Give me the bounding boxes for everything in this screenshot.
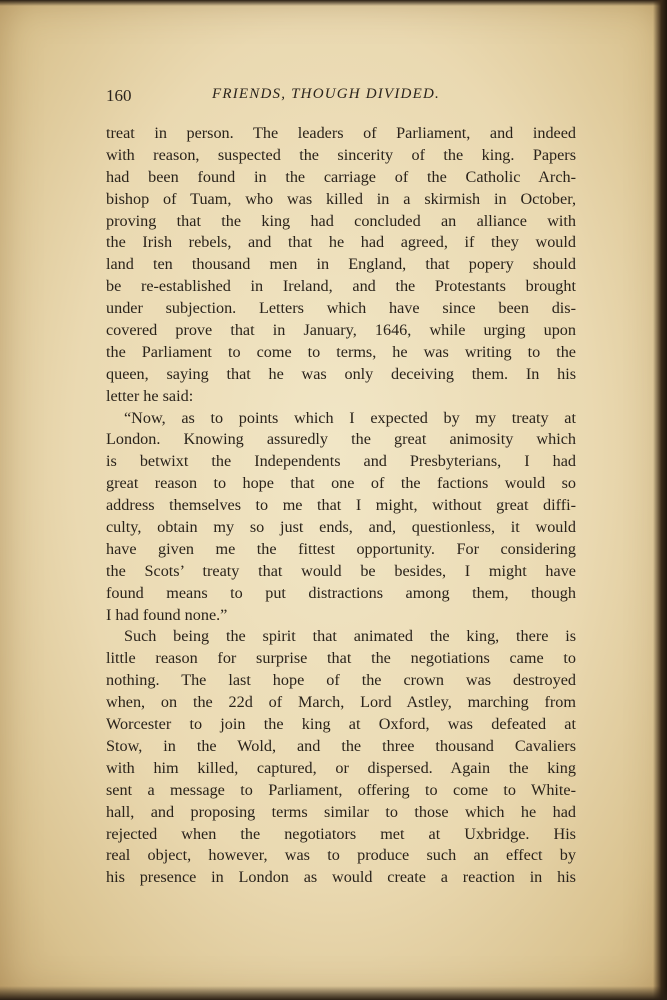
text-line: Worcester to join the king at Oxford, was defeated at xyxy=(106,715,576,734)
text-line: be re-established in Ireland, and the Protestants brought xyxy=(106,277,576,296)
quote-line: have given me the fittest opportunity. For considering xyxy=(106,539,576,558)
text-line: rejected when the negotiators met at Uxbridge. His xyxy=(106,824,576,843)
text-line: real object, however, was to produce such an effect by xyxy=(106,846,576,865)
page-number: 160 xyxy=(106,86,132,105)
text-line: Such being the spirit that animated the king, there is xyxy=(124,627,576,646)
quote-line: culty, obtain my so just ends, and, questionless, it would xyxy=(106,518,576,537)
text-line: covered prove that in January, 1646, while urging upon xyxy=(106,321,576,340)
text-line: nothing. The last hope of the crown was destroyed xyxy=(106,671,576,690)
body-text xyxy=(106,123,576,889)
text-line: the Parliament to come to terms, he was writing to the xyxy=(106,342,576,361)
quote-line: great reason to hope that one of the factions would so xyxy=(106,474,576,493)
text-line: queen, saying that he was only deceiving them. In his xyxy=(106,364,576,383)
page-bottom-shadow xyxy=(0,986,667,1000)
page-top-shadow xyxy=(0,0,667,6)
text-line: Stow, in the Wold, and the three thousand Cavaliers xyxy=(106,736,576,755)
text-line: hall, and proposing terms similar to those which he had xyxy=(106,802,576,821)
quote-line: found means to put distractions among them, though xyxy=(106,583,576,602)
text-line: proving that the king had concluded an alliance with xyxy=(106,211,576,230)
quote-line: is betwixt the Independents and Presbyterians, I had xyxy=(106,452,576,471)
text-line: under subjection. Letters which have since been dis- xyxy=(106,299,576,318)
text-line: had been found in the carriage of the Catholic Arch- xyxy=(106,167,576,186)
text-line: bishop of Tuam, who was killed in a skirmish in October, xyxy=(106,189,576,208)
text-line: the Irish rebels, and that he had agreed, if they would xyxy=(106,233,576,252)
text-line: treat in person. The leaders of Parliament, and indeed xyxy=(106,124,576,142)
quote-line: address themselves to me that I might, without great diffi- xyxy=(106,496,576,515)
text-line: when, on the 22d of March, Lord Astley, marching from xyxy=(106,693,576,712)
text-line: with him killed, captured, or dispersed. Again the king xyxy=(106,758,576,777)
page-binding-edge xyxy=(653,0,667,1000)
quote-line: London. Knowing assuredly the great animosity which xyxy=(106,430,576,449)
text-line: with reason, suspected the sincerity of the king. Papers xyxy=(106,145,576,164)
quote-line: “Now, as to points which I expected by my treaty at xyxy=(124,408,576,427)
quote-line: the Scots’ treaty that would be besides, I might have xyxy=(106,561,576,580)
page-header xyxy=(106,86,578,108)
quote-line: I had found none.” xyxy=(106,605,228,624)
text-line: his presence in London as would create a reaction in his xyxy=(106,868,576,887)
text-line: letter he said: xyxy=(106,386,194,405)
text-line: little reason for surprise that the negotiations came to xyxy=(106,649,576,668)
text-line: sent a message to Parliament, offering to come to White- xyxy=(106,780,576,799)
text-line: land ten thousand men in England, that popery should xyxy=(106,255,576,274)
running-title: FRIENDS, THOUGH DIVIDED. xyxy=(212,86,440,102)
